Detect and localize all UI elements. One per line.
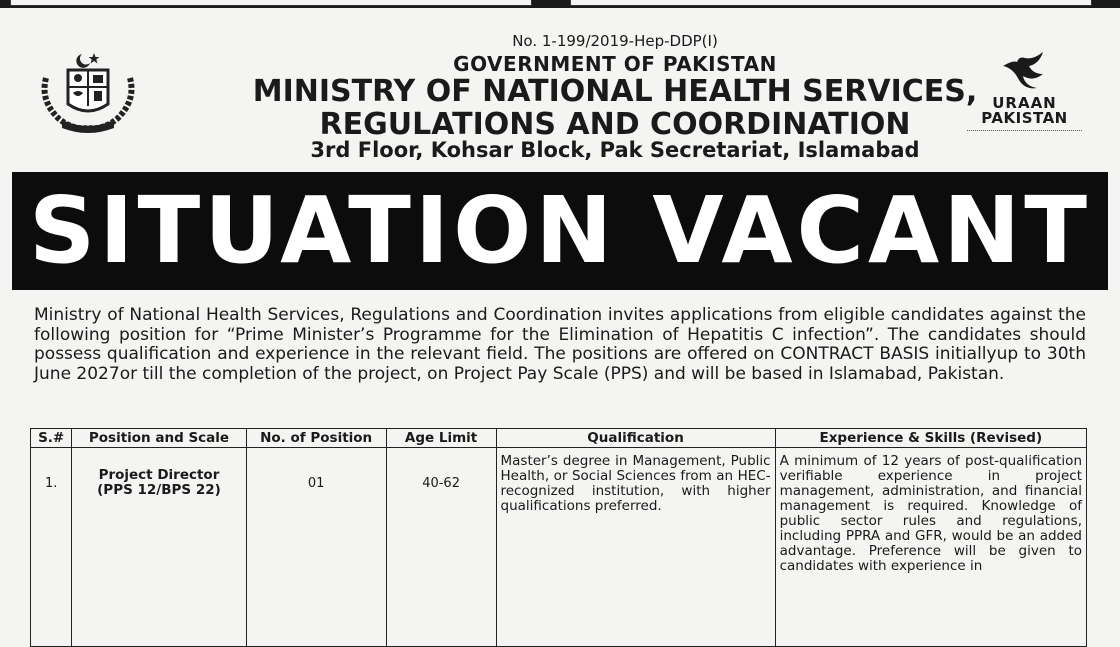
uraan-pakistan-logo (962, 46, 1087, 146)
cell-serial: 1. (31, 448, 72, 647)
logo-tagline-script (967, 130, 1082, 133)
reference-number: No. 1-199/2019-Hep-DDP(I) (512, 32, 718, 50)
cell-qualification: Master’s degree in Management, Public Health, or Social Sciences from an HEC-recognized institution, with higher qualifications preferred. (496, 448, 775, 647)
header-age-limit: Age Limit (386, 429, 496, 448)
cell-position (72, 448, 246, 647)
header-serial: S.# (31, 429, 72, 448)
cell-no-of-position: 01 (246, 448, 386, 647)
government-title: GOVERNMENT OF PAKISTAN (453, 52, 777, 76)
position-scale: (PPS 12/BPS 22) (97, 482, 221, 498)
top-strip-box-right (570, 0, 1092, 6)
top-border-strip (0, 0, 1120, 8)
header-position: Position and Scale (72, 429, 246, 448)
intro-paragraph: Ministry of National Health Services, Regulations and Coordination invites applications from eligible candidates against the following position for “Prime Minister’s Programme for the Elimination of Hepatitis C infection”. The candidates should possess qualification and experience in the relevant field. The positions are offered on CONTRACT BASIS initiallyup to 30th June 2027or till the completion of the project, on Project Pay Scale (PPS) and will be based in Islamabad, Pakistan. (34, 305, 1086, 384)
ministry-line-2: REGULATIONS AND COORDINATION (319, 107, 911, 142)
table-row (31, 448, 1087, 647)
cell-age-limit: 40-62 (386, 448, 496, 647)
ministry-name (0, 75, 1120, 141)
positions-table (30, 428, 1087, 647)
table-header-row (31, 429, 1087, 448)
ministry-line-1: MINISTRY OF NATIONAL HEALTH SERVICES, (252, 74, 978, 109)
logo-text-uraan: URAAN (992, 94, 1057, 112)
ministry-address: 3rd Floor, Kohsar Block, Pak Secretariat, Islamabad (310, 138, 920, 162)
top-strip-box-left (10, 0, 532, 6)
bird-icon (997, 46, 1057, 94)
position-title: Project Director (98, 467, 220, 483)
cell-experience: A minimum of 12 years of post-qualification verifiable experience in project management, administration, and financial management is required. Knowledge of public sector rules and regulations, including PPRA and GFR, would be an added advantage. Preference will be given to candidates with experience in (775, 448, 1086, 647)
logo-text-pakistan: PAKISTAN (981, 109, 1068, 127)
header-experience: Experience & Skills (Revised) (775, 429, 1086, 448)
header-no-of-position: No. of Position (246, 429, 386, 448)
situation-vacant-banner: SITUATION VACANT (12, 172, 1108, 290)
header-qualification: Qualification (496, 429, 775, 448)
